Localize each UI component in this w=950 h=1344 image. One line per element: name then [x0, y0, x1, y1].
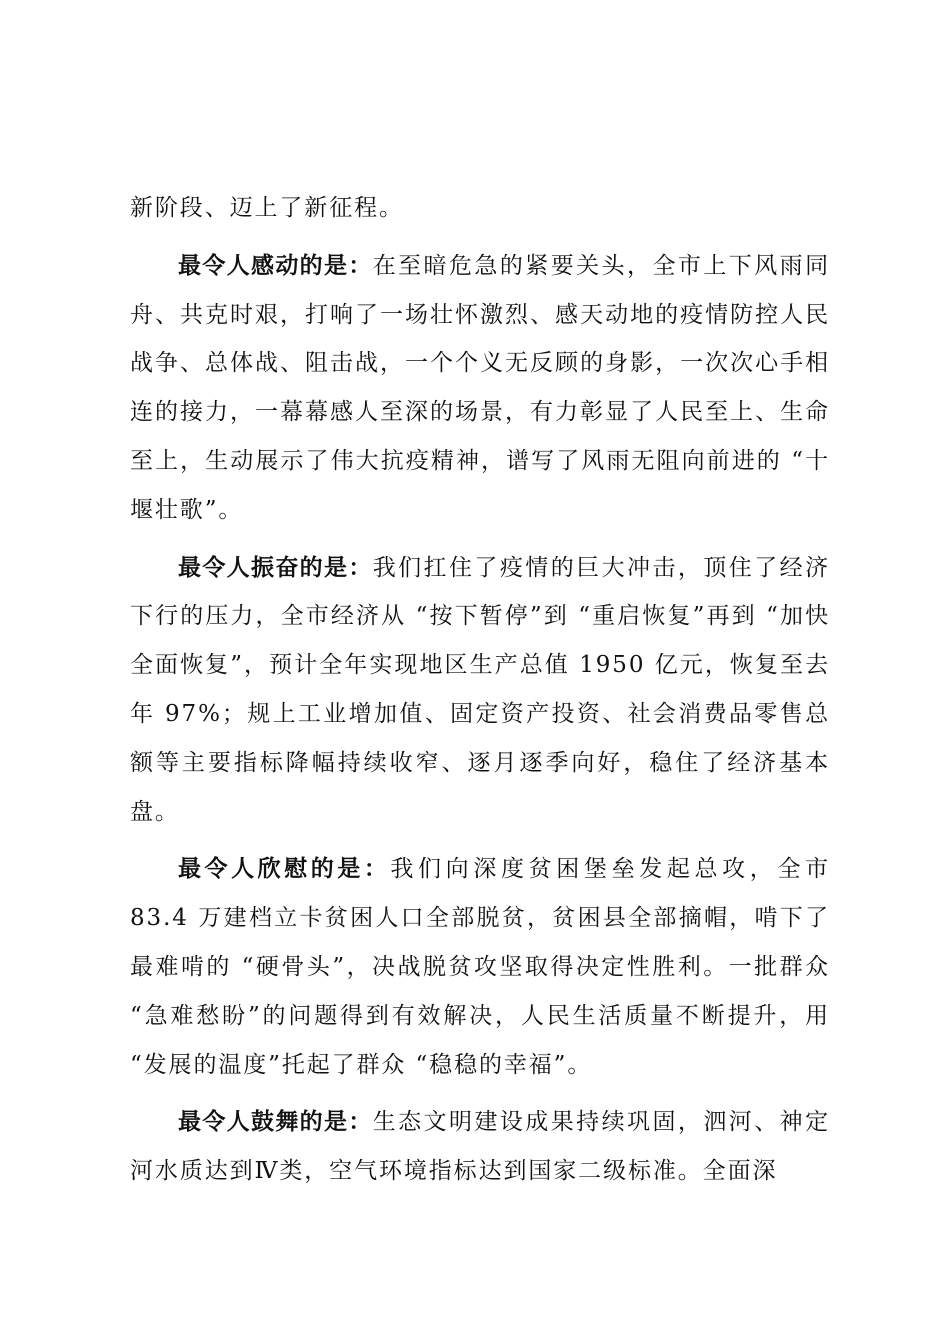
paragraph-text: 在至暗危急的紧要关头，全市上下风雨同舟、共克时艰，打响了一场壮怀激烈、感天动地的疫情防控人民战争、总体战、阻击战，一个个义无反顾的身影，一次次心手相连的接力，一幕幕感人至深的场景，有力彰显了人民至上、生命至上，生动展示了伟大抗疫精神，谱写了风雨无阻向前进的 “十堰壮歌”。 [130, 252, 830, 523]
paragraph-text: 新阶段、迈上了新征程。 [130, 195, 404, 221]
paragraph-text: 我们向深度贫困堡垒发起总攻，全市 83.4 万建档立卡贫困人口全部脱贫，贫困县全部摘帽，啃下了最难啃的 “硬骨头”，决战脱贫攻坚取得决定性胜利。一批群众 “急难愁盼”的问题得到有效解决，人民生活质量不断提升，用 “发展的温度”托起了群众 “稳稳的幸福”。 [130, 856, 830, 1078]
paragraph-text: 我们扛住了疫情的巨大冲击，顶住了经济下行的压力，全市经济从 “按下暂停”到 “重启恢复”再到 “加快全面恢复”，预计全年实现地区生产总值 1950 亿元，恢复至去年 97%；规上工业增加值、固定资产投资、社会消费品零售总额等主要指标降幅持续收窄、逐月逐季向好，稳住了经济基本盘。 [130, 554, 830, 825]
document-body [130, 184, 830, 1205]
paragraph-text: 生态文明建设成果持续巩固，泗河、神定河水质达到Ⅳ类，空气环境指标达到国家二级标准。全面深 [130, 1109, 830, 1185]
paragraph-lead: 最令人欣慰的是： [178, 856, 391, 883]
paragraph-inspired [130, 544, 830, 837]
paragraph-moved [130, 242, 830, 535]
paragraph-lead: 最令人鼓舞的是： [178, 1109, 373, 1136]
paragraph-lead: 最令人感动的是： [178, 252, 373, 279]
paragraph-encouraged [130, 1098, 830, 1196]
paragraph-continuation [130, 184, 830, 233]
paragraph-lead: 最令人振奋的是： [178, 554, 373, 581]
paragraph-gratified [130, 845, 830, 1089]
